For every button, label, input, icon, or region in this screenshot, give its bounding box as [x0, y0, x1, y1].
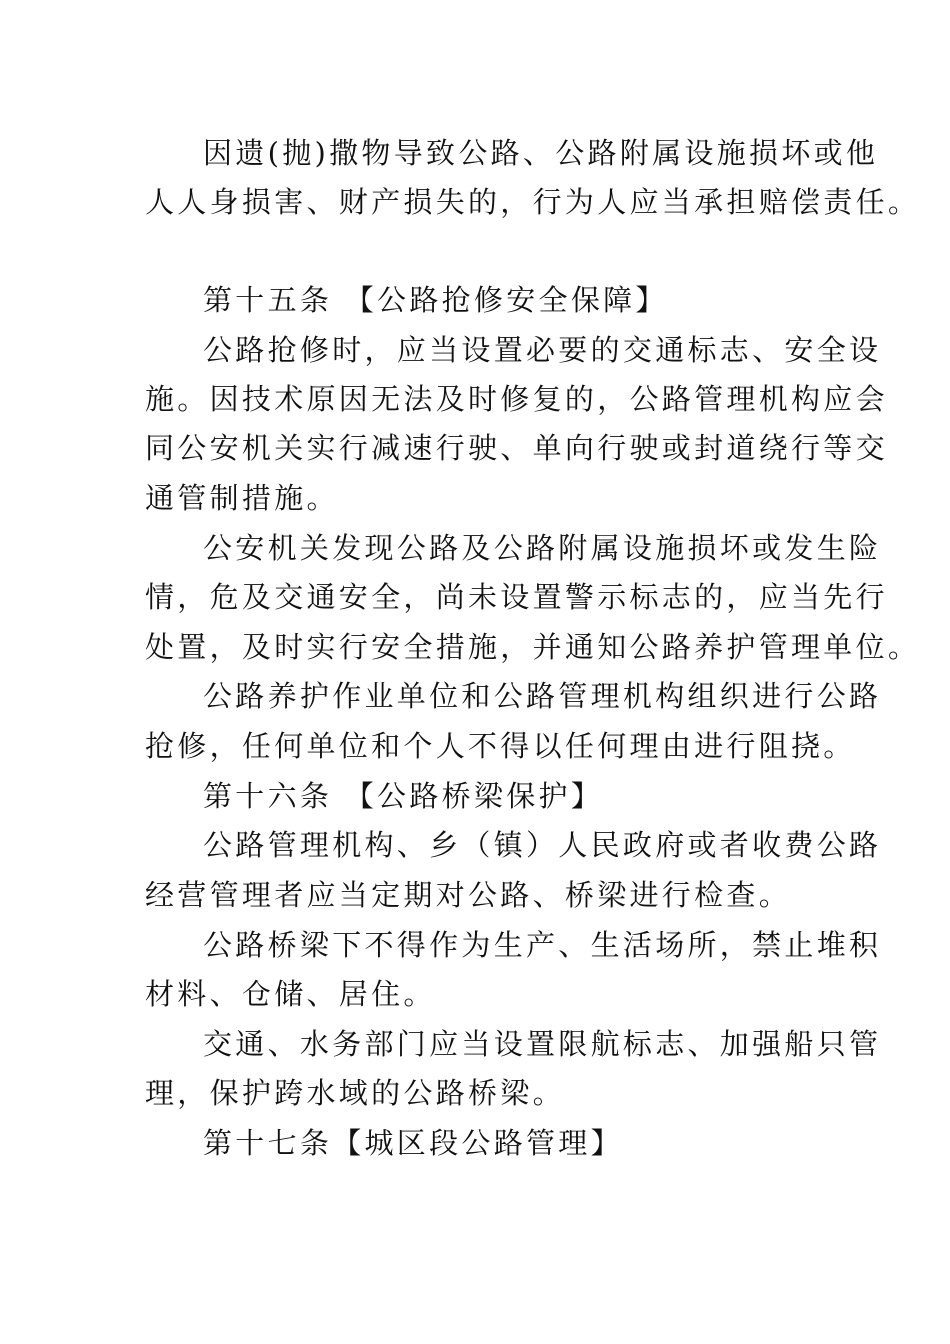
- article-heading: 第十七条【城区段公路管理】: [203, 1126, 623, 1160]
- paragraph-line: 材料、仓储、居住。: [145, 977, 436, 1011]
- paragraph-line: 公路抢修时，应当设置必要的交通标志、安全设: [203, 333, 882, 367]
- paragraph-line: 施。因技术原因无法及时修复的，公路管理机构应会: [145, 382, 888, 416]
- article-heading: 第十六条 【公路桥梁保护】: [203, 779, 604, 813]
- paragraph-line: 同公安机关实行减速行驶、单向行驶或封道绕行等交: [145, 431, 888, 465]
- paragraph-line: 人人身损害、财产损失的，行为人应当承担赔偿责任。: [145, 185, 921, 219]
- paragraph-line: 抢修，任何单位和个人不得以任何理由进行阻挠。: [145, 729, 856, 763]
- paragraph-line: 通管制措施。: [145, 481, 339, 515]
- paragraph-line: 公路养护作业单位和公路管理机构组织进行公路: [203, 679, 882, 713]
- paragraph-line: 理，保护跨水域的公路桥梁。: [145, 1076, 565, 1110]
- paragraph-line: 交通、水务部门应当设置限航标志、加强船只管: [203, 1027, 882, 1061]
- paragraph-line: 经营管理者应当定期对公路、桥梁进行检查。: [145, 878, 792, 912]
- paragraph-line: 公路管理机构、乡（镇）人民政府或者收费公路: [203, 828, 882, 862]
- paragraph-line: 公安机关发现公路及公路附属设施损坏或发生险: [203, 531, 882, 565]
- paragraph-line: 处置，及时实行安全措施，并通知公路养护管理单位。: [145, 630, 921, 664]
- paragraph-line: 公路桥梁下不得作为生产、生活场所，禁止堆积: [203, 928, 882, 962]
- paragraph-line: 情，危及交通安全，尚未设置警示标志的，应当先行: [145, 580, 888, 614]
- paragraph-line: 因遗(抛)撒物导致公路、公路附属设施损坏或他: [203, 136, 879, 170]
- article-heading: 第十五条 【公路抢修安全保障】: [203, 283, 668, 317]
